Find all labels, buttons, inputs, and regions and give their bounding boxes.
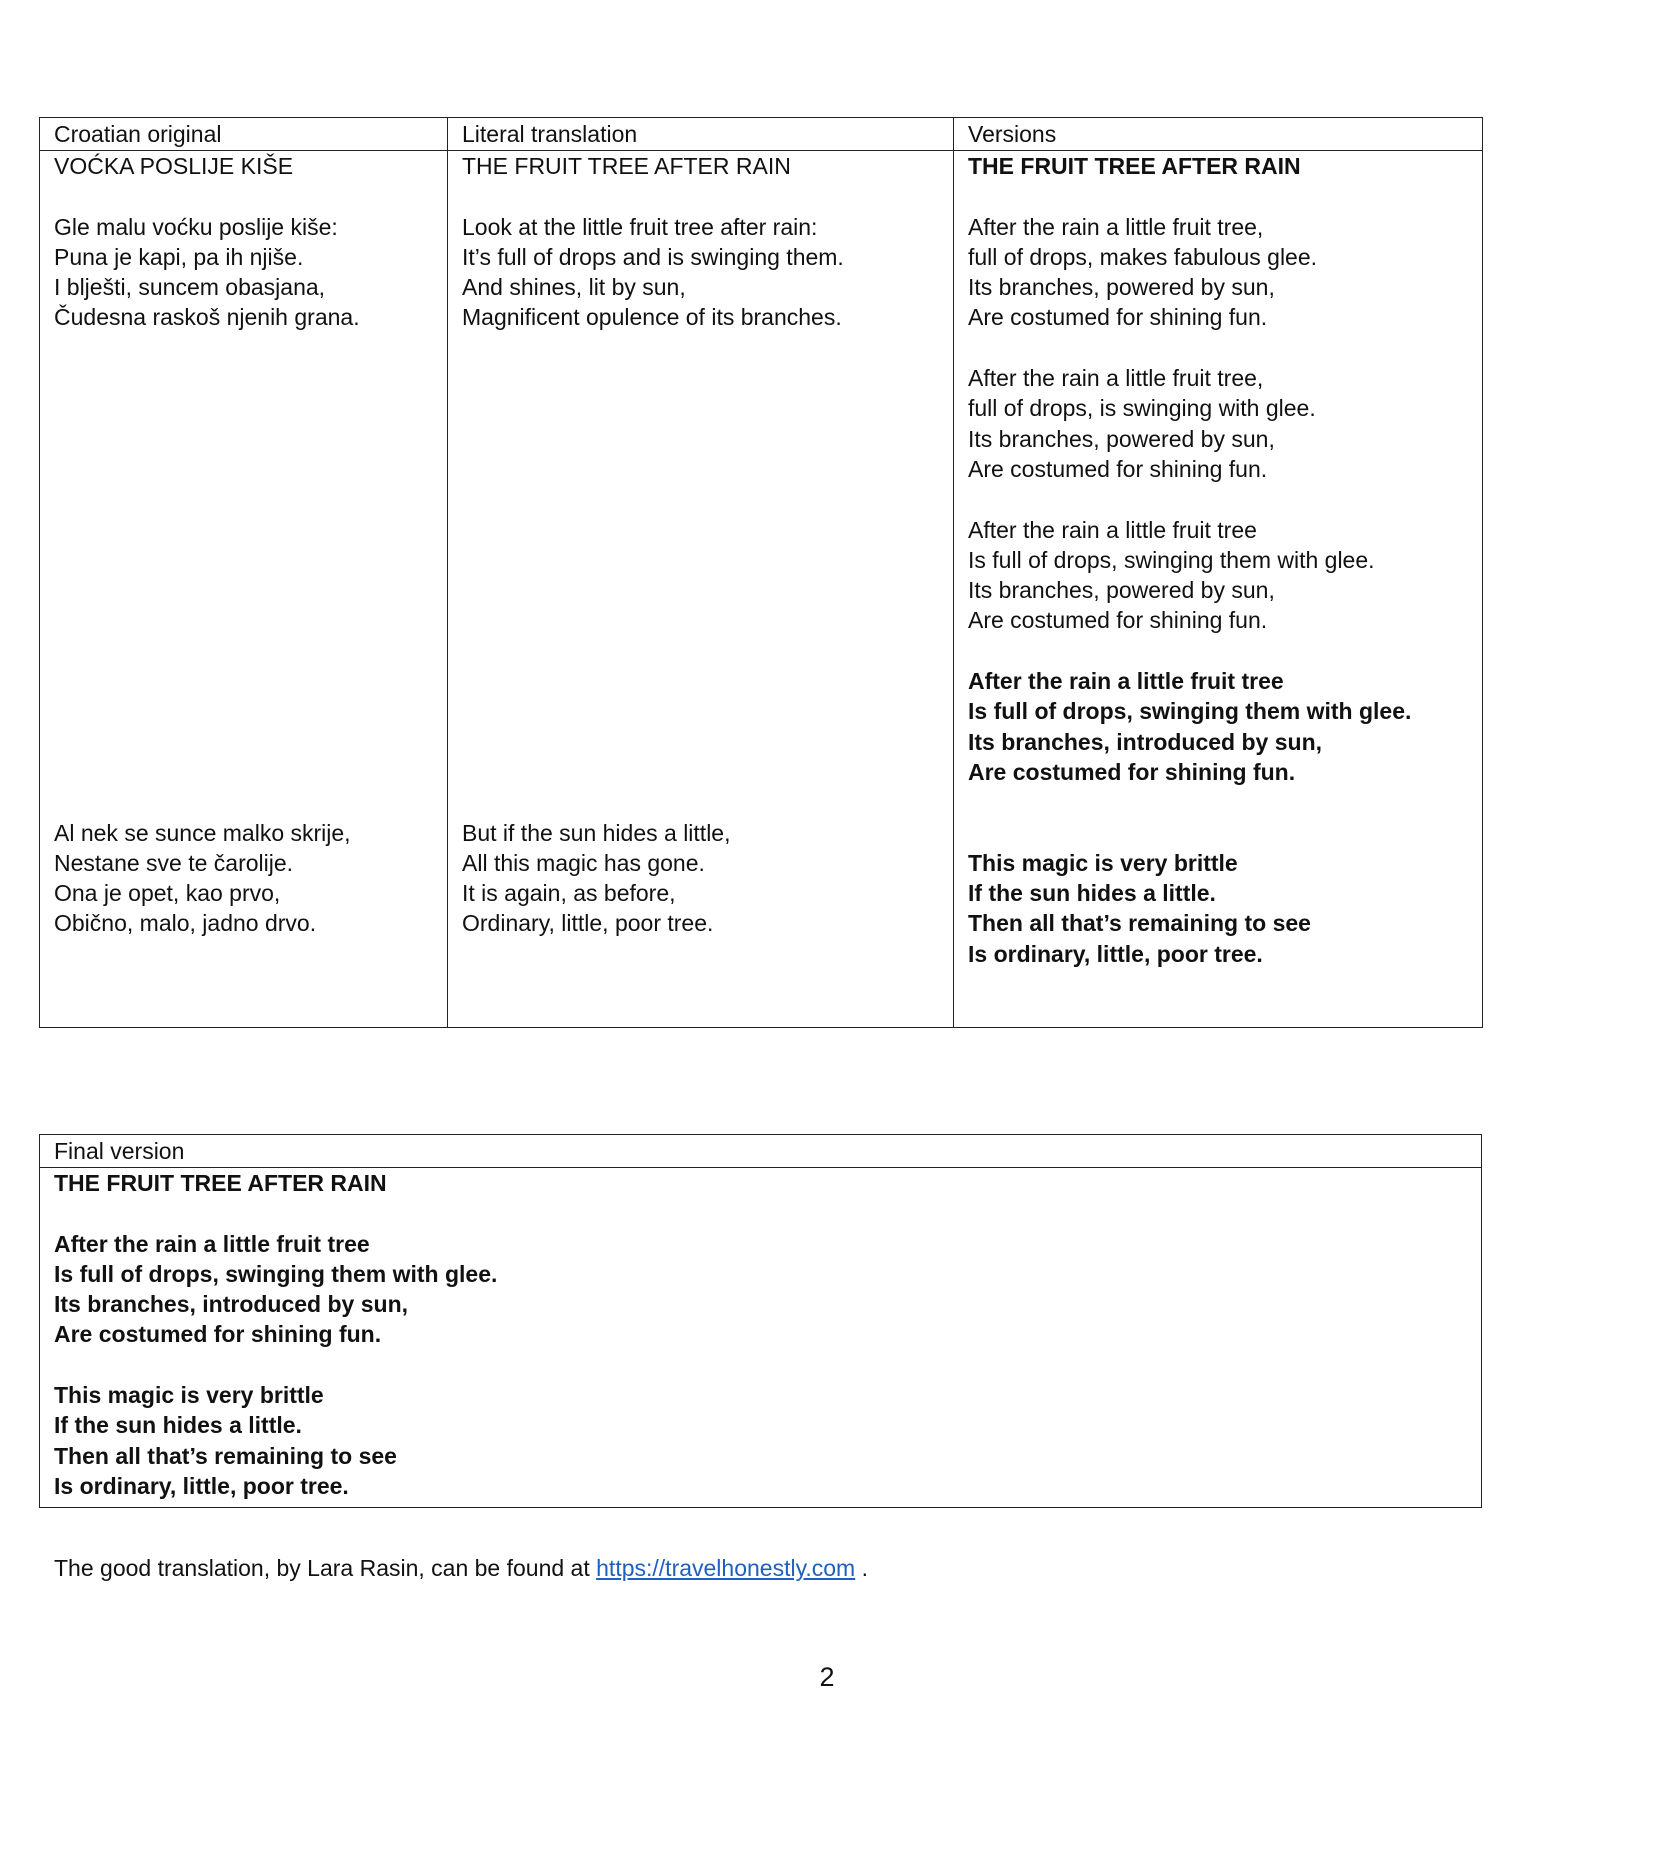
literal-line: But if the sun hides a little, — [462, 819, 731, 846]
version-3-line: Are costumed for shining fun. — [968, 607, 1268, 634]
literal-line: All this magic has gone. — [462, 849, 705, 876]
page-number: 2 — [819, 1662, 835, 1692]
version-4-line: Its branches, introduced by sun, — [968, 728, 1323, 755]
literal-line: And shines, lit by sun, — [462, 274, 686, 301]
final-line: Its branches, introduced by sun, — [54, 1291, 409, 1318]
versions-cell — [954, 151, 1483, 1028]
literal-line: Ordinary, little, poor tree. — [462, 910, 714, 937]
header-croatian-original: Croatian original — [40, 118, 448, 151]
croatian-original-cell — [40, 151, 448, 1028]
versions-title: THE FRUIT TREE AFTER RAIN — [968, 153, 1301, 179]
literal-line: Look at the little fruit tree after rain: — [462, 213, 818, 240]
croatian-line: I blješti, suncem obasjana, — [54, 274, 326, 301]
croatian-line: Ona je opet, kao prvo, — [54, 880, 281, 907]
final-title: THE FRUIT TREE AFTER RAIN — [54, 1170, 387, 1196]
version-1-line: After the rain a little fruit tree, — [968, 213, 1264, 240]
croatian-line: Puna je kapi, pa ih njiše. — [54, 243, 304, 270]
final-line: Is full of drops, swinging them with glee. — [54, 1260, 498, 1287]
literal-line: It is again, as before, — [462, 880, 676, 907]
header-versions: Versions — [954, 118, 1483, 151]
version-3-line: Is full of drops, swinging them with glee. — [968, 546, 1375, 573]
version-2-line: Are costumed for shining fun. — [968, 455, 1268, 482]
croatian-line: Nestane sve te čarolije. — [54, 849, 294, 876]
footer-text: The good translation, by Lara Rasin, can be found at — [54, 1555, 590, 1581]
header-final-version: Final version — [40, 1135, 1482, 1168]
comparison-table — [39, 117, 1483, 1028]
version-2-line: Its branches, powered by sun, — [968, 425, 1275, 452]
version-1-line: full of drops, makes fabulous glee. — [968, 243, 1318, 270]
comparison-header-row — [40, 118, 1483, 151]
footer-note — [54, 1553, 868, 1583]
version-4-line: Are costumed for shining fun. — [968, 758, 1296, 785]
croatian-title: VOĆKA POSLIJE KIŠE — [54, 153, 294, 179]
version-4-line: Is full of drops, swinging them with glee. — [968, 698, 1412, 725]
final-line: After the rain a little fruit tree — [54, 1230, 370, 1257]
final-line: Are costumed for shining fun. — [54, 1321, 382, 1348]
version-2-line: full of drops, is swinging with glee. — [968, 395, 1316, 422]
versions-stanza2-line: Is ordinary, little, poor tree. — [968, 940, 1263, 967]
croatian-line: Al nek se sunce malko skrije, — [54, 819, 351, 846]
final-line: Is ordinary, little, poor tree. — [54, 1472, 349, 1499]
croatian-line: Gle malu voćku poslije kiše: — [54, 213, 338, 240]
comparison-body-row — [40, 151, 1483, 1028]
literal-line: Magnificent opulence of its branches. — [462, 304, 842, 331]
literal-line: It’s full of drops and is swinging them. — [462, 243, 844, 270]
final-line: Then all that’s remaining to see — [54, 1442, 397, 1469]
versions-stanza2-line: This magic is very brittle — [968, 849, 1238, 876]
croatian-line: Obično, malo, jadno drvo. — [54, 910, 317, 937]
versions-stanza2-line: Then all that’s remaining to see — [968, 910, 1311, 937]
version-1-line: Are costumed for shining fun. — [968, 304, 1268, 331]
footer-period: . — [861, 1555, 868, 1581]
final-body-row — [40, 1168, 1482, 1508]
version-1-line: Its branches, powered by sun, — [968, 274, 1275, 301]
literal-title: THE FRUIT TREE AFTER RAIN — [462, 153, 791, 179]
final-header-row — [40, 1135, 1482, 1168]
versions-stanza2-line: If the sun hides a little. — [968, 880, 1216, 907]
version-3-line: Its branches, powered by sun, — [968, 577, 1275, 604]
version-2-line: After the rain a little fruit tree, — [968, 365, 1264, 392]
final-version-table — [39, 1134, 1482, 1508]
travelhonestly-link[interactable]: https://travelhonestly.com — [596, 1555, 856, 1581]
final-line: If the sun hides a little. — [54, 1412, 302, 1439]
literal-translation-cell — [448, 151, 954, 1028]
header-literal-translation: Literal translation — [448, 118, 954, 151]
croatian-line: Čudesna raskoš njenih grana. — [54, 304, 360, 331]
final-line: This magic is very brittle — [54, 1382, 324, 1409]
version-3-line: After the rain a little fruit tree — [968, 516, 1257, 543]
final-version-cell — [40, 1168, 1482, 1508]
version-4-line: After the rain a little fruit tree — [968, 668, 1284, 695]
